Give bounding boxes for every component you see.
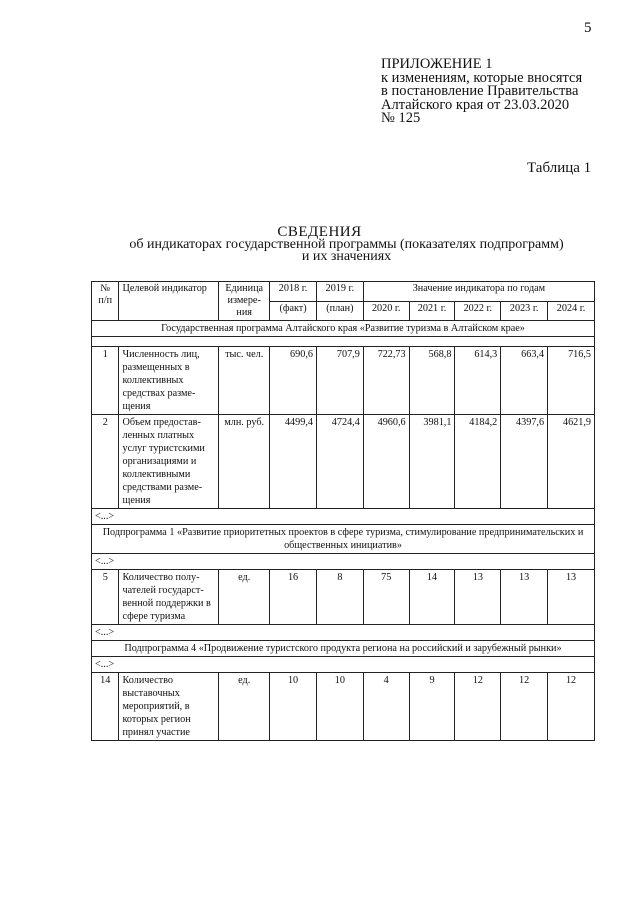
row-indicator: Количество полу-чателей государст-венной поддержки в сфере туризма	[119, 570, 219, 625]
value-2021: 14	[409, 570, 455, 625]
title-line: и их значениях	[301, 249, 392, 264]
appendix-block	[381, 58, 582, 126]
header-2021: 2021 г.	[409, 301, 455, 321]
document-title	[0, 226, 639, 264]
header-2018-sub: (факт)	[270, 301, 317, 321]
value-2020: 722,73	[363, 347, 409, 415]
value-2019: 8	[316, 570, 363, 625]
table-label: Таблица 1	[527, 160, 592, 176]
header-unit: Единица измере-ния	[219, 282, 270, 321]
state-program-row	[92, 321, 595, 337]
value-2020: 75	[363, 570, 409, 625]
subprogram-row	[92, 641, 595, 657]
header-row	[92, 282, 595, 302]
value-2018: 16	[270, 570, 317, 625]
header-2019-sub: (план)	[316, 301, 363, 321]
row-indicator: Количество выставочных мероприятий, в которых регион принял участие	[119, 673, 219, 741]
ellipsis-row	[92, 554, 595, 570]
value-2021: 568,8	[409, 347, 455, 415]
appendix-line: в постановление Правительства	[381, 83, 579, 99]
row-indicator: Численность лиц, размещенных в коллективных средствах разме-щения	[119, 347, 219, 415]
value-2024: 4621,9	[548, 415, 595, 509]
row-unit: ед.	[219, 570, 270, 625]
table-row	[92, 415, 595, 509]
value-2021: 3981,1	[409, 415, 455, 509]
value-2023: 663,4	[501, 347, 548, 415]
ellipsis-row	[92, 509, 595, 525]
subprogram-row	[92, 525, 595, 554]
header-2020: 2020 г.	[363, 301, 409, 321]
subprogram-1-title: Подпрограмма 1 «Развитие приоритетных проектов в сфере туризма, стимулирование предпринимательских и общественных инициатив»	[92, 525, 595, 554]
ellipsis-row	[92, 625, 595, 641]
ellipsis-text: <...>	[92, 657, 595, 673]
value-2018: 10	[270, 673, 317, 741]
header-2019: 2019 г.	[316, 282, 363, 302]
appendix-line: Алтайского края от 23.03.2020	[381, 96, 570, 113]
row-num: 1	[92, 347, 119, 415]
value-2021: 9	[409, 673, 455, 741]
header-2022: 2022 г.	[455, 301, 501, 321]
row-num: 5	[92, 570, 119, 625]
ellipsis-text: <...>	[92, 625, 595, 641]
value-2024: 13	[548, 570, 595, 625]
ellipsis-text: <...>	[92, 509, 595, 525]
value-2020: 4960,6	[363, 415, 409, 509]
value-2023: 4397,6	[501, 415, 548, 509]
appendix-title: ПРИЛОЖЕНИЕ 1	[381, 56, 493, 72]
value-2023: 12	[501, 673, 548, 741]
ellipsis-row	[92, 657, 595, 673]
value-2022: 614,3	[455, 347, 501, 415]
value-2018: 4499,4	[270, 415, 317, 509]
value-2019: 10	[316, 673, 363, 741]
value-2023: 13	[501, 570, 548, 625]
spacer-cell	[92, 337, 595, 347]
row-num: 2	[92, 415, 119, 509]
page-number: 5	[584, 20, 592, 36]
header-2024: 2024 г.	[548, 301, 595, 321]
row-unit: ед.	[219, 673, 270, 741]
appendix-line: к изменениям, которые вносятся	[381, 69, 583, 86]
value-2024: 716,5	[548, 347, 595, 415]
header-2023: 2023 г.	[501, 301, 548, 321]
row-indicator: Объем предостав-ленных платных услуг туристскими организациями и коллективными средствами разме-щения	[119, 415, 219, 509]
header-num: № п/п	[92, 282, 119, 321]
value-2019: 4724,4	[316, 415, 363, 509]
row-num: 14	[92, 673, 119, 741]
indicators-table	[91, 281, 595, 741]
value-2018: 690,6	[270, 347, 317, 415]
value-2022: 13	[455, 570, 501, 625]
value-2024: 12	[548, 673, 595, 741]
table-row	[92, 570, 595, 625]
row-unit: млн. руб.	[219, 415, 270, 509]
state-program-title: Государственная программа Алтайского края «Развитие туризма в Алтайском крае»	[92, 321, 595, 337]
table-row	[92, 347, 595, 415]
title-line: об индикаторах государственной программы (показателях подпрограмм)	[129, 236, 564, 252]
header-indicator: Целевой индикатор	[119, 282, 219, 321]
subprogram-4-title: Подпрограмма 4 «Продвижение туристского продукта региона на российский и зарубежный рынки»	[92, 641, 595, 657]
spacer-row	[92, 337, 595, 347]
ellipsis-text: <...>	[92, 554, 595, 570]
appendix-number: № 125	[381, 110, 421, 126]
table-row	[92, 673, 595, 741]
value-2020: 4	[363, 673, 409, 741]
value-2022: 12	[455, 673, 501, 741]
row-unit: тыс. чел.	[219, 347, 270, 415]
value-2022: 4184,2	[455, 415, 501, 509]
title-main: СВЕДЕНИЯ	[277, 224, 362, 240]
header-values-by-year: Значение индикатора по годам	[363, 282, 594, 302]
header-2018: 2018 г.	[270, 282, 317, 302]
value-2019: 707,9	[316, 347, 363, 415]
